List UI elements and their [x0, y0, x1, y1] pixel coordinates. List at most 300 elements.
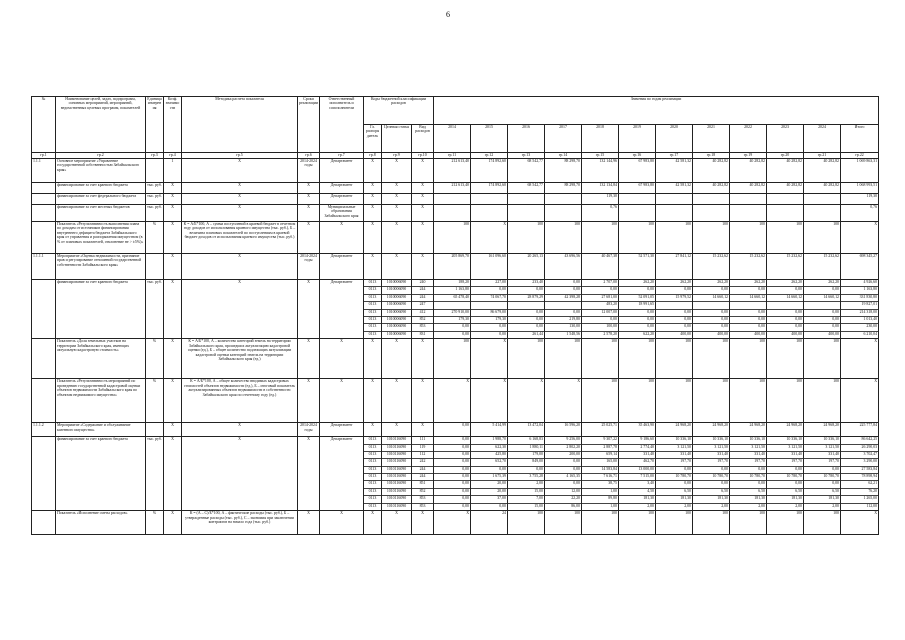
row-coef: Х	[164, 222, 182, 254]
year-value	[804, 194, 841, 205]
kbk-year-value-line: 10 780,70	[804, 474, 840, 481]
kbk-type-line: 853	[412, 324, 433, 331]
kbk-target-line: 1010006090	[382, 302, 411, 309]
kbk-year-value-line: 0,00	[767, 324, 803, 331]
row-name: Основное мероприятие «Управление государственной собственностью Забайкальского края»	[56, 159, 146, 183]
row-code-gr: Х	[364, 511, 382, 535]
kbk-year-value-line: 86,00	[571, 503, 580, 508]
kbk-year-value-line: 2 802,20	[545, 445, 581, 452]
row-coef: Х	[164, 437, 182, 511]
row-code-type: Х	[412, 423, 434, 437]
col-period-header: Сроки реализации	[298, 97, 320, 153]
kbk-year-value-line: 0,00	[730, 310, 766, 317]
column-number: гр.18	[693, 153, 730, 159]
row-name: Показатель «Результативность выполнения плана по доходам от источников финансирования внутреннего дефицита бюджета Забайкальского края от управления и распоряжения имуществом (в % от плановых показателей, отклонение не > ±5%)»	[56, 222, 146, 254]
row-name: Показатель «Доля земельных участков на территории Забайкальского края, имеющих актуальную кадастровую стоимость»	[56, 339, 146, 379]
kbk-total-line: 27 583,84	[841, 467, 878, 474]
kbk-year-value-line: 262,20	[619, 280, 655, 287]
kbk-year-value-line: 0,00	[471, 287, 507, 294]
header-row	[32, 97, 879, 125]
kbk-year-value-line: 849,00	[508, 459, 544, 466]
kbk-year-value-line: 12 007,00	[582, 310, 618, 317]
year-value: 161 096,60	[471, 254, 508, 280]
kbk-year-value-line: 20,00	[471, 481, 507, 488]
row-period: Х	[298, 437, 320, 511]
year-value: 212 613,40	[434, 159, 471, 183]
kbk-year-value-line: 0,00	[434, 474, 470, 481]
kbk-year-value-line: 0,00	[499, 503, 506, 508]
row-total: 225 777,84	[841, 423, 879, 437]
kbk-year-value-line	[434, 302, 470, 309]
kbk-year-value-line: 6,50	[730, 489, 766, 496]
row-code-target: Х	[382, 379, 412, 423]
kbk-total-line: 1 013,40	[841, 317, 878, 324]
kbk-year-value-line: 65 478,40	[434, 295, 470, 302]
row-name: Мероприятие «Оценка недвижимости, признание прав и регулирование отношений государственной собственности Забайкальского края»	[56, 254, 146, 280]
kbk-year-value-line: 181,30	[767, 496, 803, 503]
row-unit: %	[146, 379, 164, 423]
kbk-year-value-line	[656, 302, 692, 309]
year-value	[471, 194, 508, 205]
kbk-year-value-line: 4,50	[619, 489, 655, 496]
kbk-year-value-line: 2 707,00	[582, 280, 618, 287]
year-value: Х	[434, 511, 471, 535]
column-number: гр.19	[730, 153, 767, 159]
kbk-year-value-line: 6,50	[767, 489, 803, 496]
kbk-year-value-line: 179,30	[434, 317, 470, 324]
kbk-target-line: 1010116090	[382, 489, 411, 496]
kbk-target-line: 1010116090	[382, 459, 411, 466]
kbk-year-value-line: 6,50	[804, 489, 840, 496]
row-responsible: Департамент	[320, 183, 364, 194]
row-name: Показатель «Результативность мероприятий по проведению государственной кадастровой оценки объектов недвижимости Забайкальского края по объектам недвижимого имущества»	[56, 379, 146, 423]
year-value: 100	[656, 379, 693, 423]
kbk-year-value-line	[767, 302, 803, 309]
kbk-type-line: 852	[412, 317, 433, 324]
kbk-year-value-line: 100,00	[582, 324, 618, 331]
kbk-year-value-line: 52 091,05	[619, 295, 655, 302]
kbk-year-value-line: 28 879,29	[508, 295, 544, 302]
row-coef: Х	[164, 254, 182, 280]
kbk-total-line: 19 827,01	[841, 302, 878, 309]
kbk-gr-line: 0113	[368, 503, 377, 508]
kbk-year-value-line: 0,00	[434, 489, 470, 496]
kbk-year-value-line: 0,00	[730, 467, 766, 474]
table-row	[32, 159, 879, 183]
kbk-total-line: 112,00	[866, 503, 878, 508]
year-value: 100	[582, 511, 619, 535]
column-number: гр.9	[382, 153, 412, 159]
col-code-type-header: Вид расходов	[412, 125, 434, 153]
year-value	[545, 205, 582, 222]
kbk-year-value-line: 0,00	[619, 310, 655, 317]
kbk-gr-line: 0113	[364, 310, 381, 317]
kbk-year-value-line: 2,00	[684, 503, 691, 508]
kbk-year-value-line: 1,00	[582, 489, 618, 496]
kbk-year-value-line: 2,00	[758, 503, 765, 508]
row-total: 1 069 863,31	[841, 159, 879, 183]
kbk-year-value-line: 331,40	[804, 452, 840, 459]
column-number: гр.6	[298, 153, 320, 159]
row-code-gr: Х	[364, 183, 382, 194]
kbk-year-value-line: 0,00	[656, 287, 692, 294]
row-total: Х	[841, 511, 879, 535]
kbk-year-value-line: 0,00	[545, 481, 581, 488]
year-value: 100	[693, 379, 730, 423]
kbk-total-line: 331 830,80	[841, 295, 878, 302]
kbk-year-value-line: 0,00	[804, 287, 840, 294]
kbk-year-value-line: 0,00	[693, 467, 729, 474]
kbk-year-value	[619, 280, 656, 339]
kbk-type-line: 412	[412, 310, 433, 317]
kbk-year-value-line: 0,00	[730, 287, 766, 294]
kbk-year-value-line: 89,80	[582, 496, 618, 503]
table-row	[32, 379, 879, 423]
year-value	[508, 205, 545, 222]
row-unit	[146, 423, 164, 437]
year-value: 68 542,77	[508, 183, 545, 194]
kbk-target-line: 1010006090	[382, 287, 411, 294]
year-value: 100	[730, 222, 767, 254]
year-value: 132 134,84	[582, 183, 619, 194]
kbk-year-value-line: 3 121,50	[730, 445, 766, 452]
row-code-type: Х	[412, 511, 434, 535]
kbk-year-value-line: 1 163,80	[434, 287, 470, 294]
row-code-target: Х	[382, 205, 412, 222]
row-period: Х	[298, 205, 320, 222]
kbk-year-value-line: 1 548,56	[566, 331, 580, 336]
year-value: 100	[730, 511, 767, 535]
kbk-target-line: 1010006090	[382, 280, 411, 287]
kbk-year-value-line: 1 880,11	[508, 445, 544, 452]
kbk-year-value	[508, 280, 545, 339]
kbk-year-value-line: 0,00	[804, 310, 840, 317]
kbk-year-value-line: 0,00	[545, 467, 581, 474]
row-code-gr: Х	[364, 379, 382, 423]
kbk-year-value-line: 181,30	[619, 496, 655, 503]
year-header: 2023	[767, 125, 804, 153]
column-number: гр.1	[32, 153, 56, 159]
year-value	[656, 194, 693, 205]
row-total: Х	[841, 339, 879, 379]
row-number	[32, 205, 56, 222]
year-value: 27 841,12	[656, 254, 693, 280]
table-row	[32, 339, 879, 379]
year-value: 42 581,32	[656, 159, 693, 183]
kbk-year-value-line: 462,70	[619, 459, 655, 466]
kbk-year-value-line: 20,00	[471, 489, 507, 496]
column-number: гр.10	[412, 153, 434, 159]
year-value: 43 696,56	[545, 254, 582, 280]
column-number: гр.22	[841, 153, 879, 159]
kbk-target-line: 1010116090	[382, 452, 411, 459]
kbk-type-line: 244	[412, 295, 433, 302]
kbk-gr-line: 0113	[364, 467, 381, 474]
year-value	[508, 194, 545, 205]
column-number: гр.16	[619, 153, 656, 159]
kbk-year-value	[693, 437, 730, 511]
kbk-year-value-line: 331,40	[619, 452, 655, 459]
kbk-year-value-line: 2,00	[647, 503, 654, 508]
kbk-year-value-line: 400,00	[754, 331, 765, 336]
kbk-total	[841, 280, 879, 339]
kbk-year-value-line: 0,00	[434, 324, 470, 331]
row-code-type: Х	[412, 379, 434, 423]
year-value: 212 613,40	[434, 183, 471, 194]
kbk-gr-line: 0113	[364, 452, 381, 459]
row-number	[32, 194, 56, 205]
row-method: Х	[182, 437, 298, 511]
row-unit	[146, 254, 164, 280]
year-header: 2022	[730, 125, 767, 153]
year-value: Х	[471, 339, 508, 379]
kbk-year-value-line: 0,00	[434, 445, 470, 452]
kbk-year-value-line: 0,00	[619, 317, 655, 324]
kbk-target-line: 1010006090	[382, 324, 411, 331]
kbk-year-value-line: 0,00	[434, 459, 470, 466]
kbk-year-value-line: 10 336,10	[767, 437, 803, 444]
year-value: 88 298,70	[545, 183, 582, 194]
kbk-type	[412, 280, 434, 339]
row-coef: Х	[164, 423, 182, 437]
kbk-year-value-line: 0,00	[499, 331, 506, 336]
kbk-total-line: 3 290,00	[841, 459, 878, 466]
row-coef: 1	[164, 159, 182, 183]
page-number: 6	[446, 10, 450, 19]
row-period: Х	[298, 511, 320, 535]
kbk-year-value-line: 14 660,12	[804, 295, 840, 302]
row-period: 2014-2024 годы	[298, 159, 320, 183]
kbk-year-value-line: 10 336,10	[804, 437, 840, 444]
row-name: Мероприятие «Содержание и обслуживание казенного имущества»	[56, 423, 146, 437]
row-method: К = (А – С)/Б*100, А – фактические расходы (тыс. руб.), Б – утвержденные расходы (тыс. руб.), С – экономия при заключении контрактов на начало года (тыс. руб.)	[182, 511, 298, 535]
kbk-gr	[364, 280, 382, 339]
kbk-year-value-line: 1 675,39	[471, 474, 507, 481]
row-period: Х	[298, 222, 320, 254]
row-coef: Х	[164, 194, 182, 205]
kbk-year-value-line: 10 780,70	[730, 474, 766, 481]
row-unit	[146, 159, 164, 183]
kbk-year-value-line: 181,30	[804, 496, 840, 503]
kbk-target	[382, 437, 412, 511]
kbk-year-value-line: 0,00	[545, 310, 581, 317]
kbk-year-value-line: 0,00	[693, 324, 729, 331]
year-value	[730, 205, 767, 222]
column-number: гр.5	[182, 153, 298, 159]
kbk-year-value-line: 165,00	[582, 459, 618, 466]
kbk-year-value	[656, 280, 693, 339]
kbk-year-value	[767, 437, 804, 511]
kbk-year-value-line: 1 988,70	[471, 437, 507, 444]
kbk-year-value-line: 0,00	[508, 317, 544, 324]
kbk-gr-line: 0113	[368, 331, 377, 336]
kbk-year-value-line: 2,00	[508, 481, 544, 488]
kbk-target-line: 1010006090	[382, 317, 411, 324]
kbk-year-value-line: 3 121,50	[804, 445, 840, 452]
row-number: 1.1.1.1	[32, 254, 56, 280]
year-value: 15 232,62	[767, 254, 804, 280]
year-value: 100	[656, 222, 693, 254]
table-row	[32, 205, 879, 222]
year-value: Х	[545, 379, 582, 423]
row-method: Х	[182, 423, 298, 437]
kbk-type-line: 247	[412, 302, 433, 309]
kbk-year-value-line: 0,00	[804, 324, 840, 331]
kbk-total-line: 4 926,60	[841, 280, 878, 287]
kbk-block-row	[32, 280, 879, 339]
kbk-type-line: 853	[412, 496, 433, 503]
kbk-year-value-line: 42 398,28	[545, 295, 581, 302]
row-responsible: Департамент	[320, 280, 364, 339]
kbk-target-line: 1010006090	[386, 331, 407, 336]
kbk-year-value	[545, 437, 582, 511]
kbk-target-line: 1010006090	[382, 310, 411, 317]
row-coef: Х	[164, 183, 182, 194]
kbk-year-value-line: 9 256,00	[545, 437, 581, 444]
kbk-year-value-line: 3 121,50	[656, 445, 692, 452]
kbk-year-value-line: 0,00	[767, 310, 803, 317]
kbk-year-value	[545, 280, 582, 339]
year-value: 100	[508, 339, 545, 379]
col-code-target-header: Целевая статья	[382, 125, 412, 153]
kbk-year-value-line: 9 307,22	[582, 437, 618, 444]
row-code-gr: Х	[364, 254, 382, 280]
kbk-year-value-line: 15,00	[534, 503, 543, 508]
kbk-total-line: 26 290,03	[841, 445, 878, 452]
kbk-year-value-line: 38,75	[582, 481, 618, 488]
kbk-year-value-line: 425,80	[471, 452, 507, 459]
row-code-type: Х	[412, 183, 434, 194]
year-value: 100	[619, 222, 656, 254]
kbk-year-value-line: 2,00	[832, 503, 839, 508]
col-code-gr-header: Гл. распорядитель	[364, 125, 382, 153]
kbk-year-value-line: 0,00	[656, 481, 692, 488]
year-value: 174 892,60	[471, 183, 508, 194]
row-code-target: Х	[382, 222, 412, 254]
year-header: 2015	[471, 125, 508, 153]
year-value: 67 983,80	[619, 183, 656, 194]
kbk-year-value-line: 10 780,70	[767, 474, 803, 481]
kbk-year-value-line: 0,00	[545, 287, 581, 294]
year-value: 20 265,13	[508, 254, 545, 280]
year-value: 100	[804, 222, 841, 254]
row-responsible: Департамент	[320, 194, 364, 205]
year-value: 205 869,70	[434, 254, 471, 280]
row-code-type: Х	[412, 254, 434, 280]
row-name: финансирование за счет краевого бюджета	[56, 280, 146, 339]
year-value	[767, 194, 804, 205]
row-unit: тыс. руб.	[146, 183, 164, 194]
column-number: гр.7	[320, 153, 364, 159]
kbk-year-value-line: 3 121,50	[767, 445, 803, 452]
row-code-target: Х	[382, 511, 412, 535]
kbk-year-value-line: 0,00	[693, 287, 729, 294]
kbk-year-value-line: 0,00	[619, 287, 655, 294]
col-name-header: Наименование целей, задач, подпрограмм, основных мероприятий, мероприятий, ведомственных целевых программ, показателей	[56, 97, 146, 153]
year-header: 2016	[508, 125, 545, 153]
row-coef: Х	[164, 205, 182, 222]
year-value	[619, 194, 656, 205]
row-method: Х	[182, 194, 298, 205]
year-value: 0,76	[582, 205, 619, 222]
year-header: 2019	[619, 125, 656, 153]
year-value: 25 025,71	[582, 423, 619, 437]
kbk-target-line: 1010116090	[382, 474, 411, 481]
year-value: 100	[619, 339, 656, 379]
year-value: 100	[804, 339, 841, 379]
kbk-year-value	[471, 437, 508, 511]
column-number: гр.17	[656, 153, 693, 159]
column-number: гр.12	[471, 153, 508, 159]
row-number	[32, 339, 56, 379]
kbk-total-line: 1 163,80	[841, 287, 878, 294]
row-method: К = А/Б*100, А – общее количество вводимых кадастровых стоимостей объектов недвижимости (ед.), Б – итоговый показатель актуализированных объектов недвижимости в собственности Забайкальского края по отчетному году (ед.)	[182, 379, 298, 423]
kbk-year-value-line	[471, 302, 507, 309]
table-body	[32, 159, 879, 535]
row-number	[32, 511, 56, 535]
kbk-year-value-line: 659,14	[582, 452, 618, 459]
table-row	[32, 183, 879, 194]
year-value: 100	[693, 339, 730, 379]
year-value: 100	[767, 511, 804, 535]
row-period: 2014-2024 годы	[298, 254, 320, 280]
kbk-year-value-line: 3 755,28	[508, 474, 544, 481]
kbk-year-value-line: 181,30	[730, 496, 766, 503]
kbk-total-line: 62,21	[841, 481, 878, 488]
year-value: 5 414,99	[471, 423, 508, 437]
row-code-type: Х	[412, 222, 434, 254]
kbk-year-value-line: 6 168,83	[508, 437, 544, 444]
kbk-year-value	[434, 280, 471, 339]
kbk-year-value-line: 622,20	[643, 331, 654, 336]
kbk-year-value-line: 15,00	[508, 489, 544, 496]
row-period: Х	[298, 339, 320, 379]
kbk-year-value	[767, 280, 804, 339]
year-value: 100	[582, 222, 619, 254]
kbk-year-value-line: 7,00	[508, 496, 544, 503]
year-value: 35 463,90	[619, 423, 656, 437]
year-value	[619, 205, 656, 222]
row-responsible: Департамент	[320, 437, 364, 511]
kbk-year-value	[508, 437, 545, 511]
kbk-year-value-line: 262,20	[767, 280, 803, 287]
kbk-year-value-line: 12,00	[545, 489, 581, 496]
year-value: 100	[619, 379, 656, 423]
column-number: гр.4	[164, 153, 182, 159]
row-coef: Х	[164, 339, 182, 379]
year-header: 2017	[545, 125, 582, 153]
row-method: К = А/Б*100, А – количество категорий земель на территории Забайкальского края, прошедших актуализацию кадастровой оценки (ед.), Б – общее количество подлежащих актуализации кадастровой оценки категорий земель на территории Забайкальского края (ед.)	[182, 339, 298, 379]
row-unit: %	[146, 511, 164, 535]
kbk-target-line: 1010116090	[382, 437, 411, 444]
kbk-year-value-line: 22,20	[545, 496, 581, 503]
row-period: 2014-2024 годы	[298, 423, 320, 437]
year-value: 100	[619, 511, 656, 535]
row-total: 698 345,27	[841, 254, 879, 280]
column-number: гр.3	[146, 153, 164, 159]
kbk-year-value-line: 197,70	[804, 459, 840, 466]
kbk-year-value-line: 3 121,50	[693, 445, 729, 452]
year-value: 40 282,82	[730, 159, 767, 183]
kbk-year-value-line: 331,40	[730, 452, 766, 459]
year-value	[434, 194, 471, 205]
year-value: 24 968,20	[804, 423, 841, 437]
row-number	[32, 280, 56, 339]
kbk-gr-line: 0113	[364, 496, 381, 503]
column-number: гр.21	[804, 153, 841, 159]
row-unit: тыс. руб.	[146, 205, 164, 222]
row-code-gr: Х	[364, 205, 382, 222]
